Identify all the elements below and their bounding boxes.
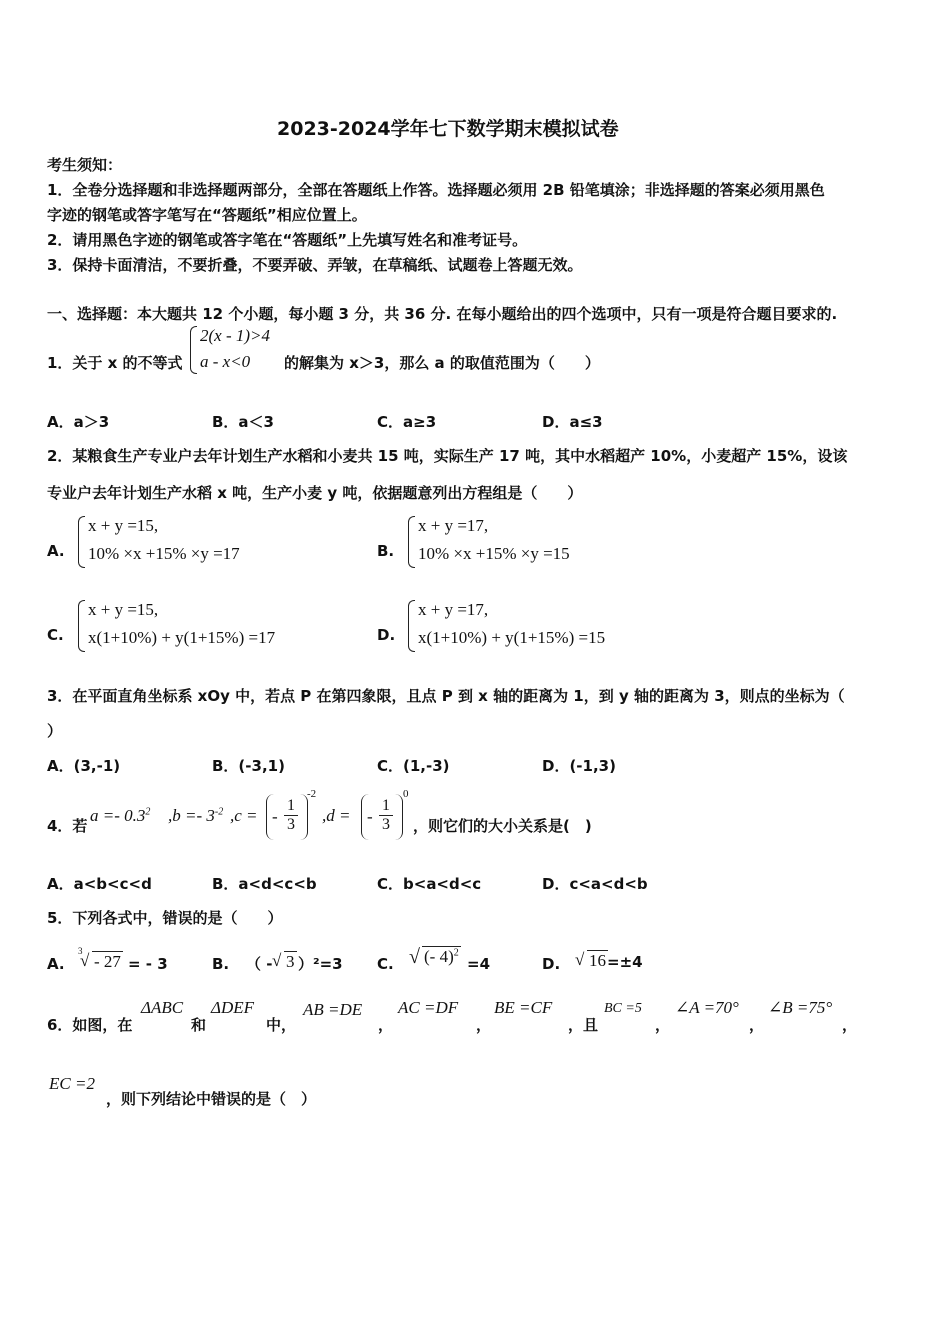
q3-option-d: D．(-1,3): [542, 757, 616, 775]
q5-stem: 5．下列各式中，错误的是（ ）: [47, 909, 283, 927]
notice-item-1: 1．全卷分选择题和非选择题两部分，全部在答题纸上作答。选择题必须用 2B 铅笔填涂；非选择题的答案必须用黑色: [47, 181, 825, 199]
notice-item-2: 2．请用黑色字迹的钢笔或答字笔在“答题纸”上先填写姓名和准考证号。: [47, 231, 528, 249]
q1-suffix: 的解集为 x＞3，那么 a 的取值范围为（ ）: [284, 354, 600, 372]
q4-option-c: C．b<a<d<c: [377, 875, 482, 893]
q4-frac-c-num: 1: [287, 797, 295, 814]
q5-c-radicand: (- 4)$^2$: [424, 947, 459, 966]
q4-expr-d: ,d =: [322, 806, 351, 825]
q5-b-result: ）²=3: [298, 955, 343, 973]
q6-comma-2: ，: [476, 1016, 492, 1034]
q4-frac-d-num: 1: [382, 797, 390, 814]
q2-b-line1: x + y =17,: [418, 516, 489, 535]
q1-system-line2: a - x<0: [200, 352, 251, 371]
q5-a-root-index: 3: [78, 946, 83, 956]
q1-system-line1: 2(x - 1)>4: [200, 326, 271, 345]
q5-c-radical-icon: √: [409, 946, 420, 968]
notice-item-1-cont: 字迹的钢笔或答字笔写在“答题纸”相应位置上。: [47, 206, 367, 224]
q4-suffix: ，则它们的大小关系是( ): [413, 817, 592, 835]
q4-option-d: D．c<a<d<b: [542, 875, 648, 893]
q5-d-radicand: 16: [589, 951, 606, 970]
q1-option-c: C．a≥3: [377, 413, 437, 431]
q6-mid: 中，: [266, 1016, 297, 1034]
q2-a-line1: x + y =15,: [88, 516, 159, 535]
q5-option-b-label: B.: [212, 955, 230, 973]
q6-and: 和: [191, 1016, 207, 1034]
q4-sup-d: 0: [403, 788, 409, 800]
q5-b-radicand: 3: [286, 952, 295, 971]
q6-suffix: ，则下列结论中错误的是（ ）: [106, 1090, 317, 1108]
q6-comma-4: ，: [749, 1016, 765, 1034]
q6-cond-ec: EC =2: [49, 1074, 95, 1093]
q4-option-a: A．a<b<c<d: [47, 875, 152, 893]
q3-option-b: B．(-3,1): [212, 757, 285, 775]
q5-d-result: =±4: [607, 953, 643, 971]
q6-cond-angle-a: ∠A =70°: [675, 998, 739, 1017]
q2-option-a-label: A.: [47, 542, 65, 560]
q2-b-line2: 10% ×x +15% ×y =15: [418, 544, 570, 563]
q1-prefix: 1．关于 x 的不等式: [47, 354, 183, 372]
notice-heading: 考生须知：: [47, 156, 123, 174]
q5-b-radical-icon: √: [272, 951, 282, 970]
q6-cond-bc: BC =5: [604, 1001, 642, 1016]
q5-a-radicand: - 27: [94, 952, 121, 971]
q6-cond-ac-df: AC =DF: [398, 998, 459, 1017]
q1-option-a: A．a＞3: [47, 413, 110, 431]
notice-item-3: 3．保持卡面清洁，不要折叠，不要弄破、弄皱，在草稿纸、试题卷上答题无效。: [47, 256, 583, 274]
q2-c-line2: x(1+10%) + y(1+15%) =17: [88, 628, 276, 647]
q6-cond-ab-de: AB =DE: [303, 1000, 363, 1019]
q2-stem-line2: 专业户去年计划生产水稻 x 吨，生产小麦 y 吨，依据题意列出方程组是（ ）: [47, 484, 583, 502]
q4-expr-b: $,b =- 3^{-2}$: [168, 806, 224, 825]
q1-option-d: D．a≤3: [542, 413, 603, 431]
q6-triangle-abc: ΔABC: [141, 998, 184, 1017]
q1-option-b: B．a＜3: [212, 413, 274, 431]
q4-frac-d: [379, 797, 393, 834]
q4-sup-c: -2: [307, 788, 317, 800]
q6-triangle-def: ΔDEF: [211, 998, 255, 1017]
q3-option-a: A．(3,-1): [47, 757, 121, 775]
q2-option-b-label: B.: [377, 542, 395, 560]
q3-stem-line2: ）: [47, 722, 63, 740]
q2-option-c-label: C.: [47, 626, 64, 644]
q5-b-open: （ -: [246, 955, 273, 973]
q2-d-line1: x + y =17,: [418, 600, 489, 619]
q5-option-d-label: D.: [542, 955, 561, 973]
q5-d-radical-icon: √: [575, 950, 585, 969]
q2-d-line2: x(1+10%) + y(1+15%) =15: [418, 628, 606, 647]
q2-a-line2: 10% ×x +15% ×y =17: [88, 544, 240, 563]
page-title: 2023-2024学年七下数学期末模拟试卷: [277, 118, 619, 140]
q5-option-a-label: A.: [47, 955, 65, 973]
q5-a-radical-icon: √: [80, 951, 90, 970]
q4-frac-c-den: 3: [284, 815, 298, 834]
q3-option-c: C．(1,-3): [377, 757, 450, 775]
q4-neg-d: -: [367, 807, 373, 826]
q6-prefix: 6．如图，在: [47, 1016, 133, 1034]
q4-frac-d-den: 3: [379, 815, 393, 834]
q2-option-d-label: D.: [377, 626, 396, 644]
q6-cond-be-cf: BE =CF: [494, 998, 553, 1017]
q3-stem-line1: 3．在平面直角坐标系 xOy 中，若点 P 在第四象限，且点 P 到 x 轴的距离为 1，到 y 轴的距离为 3，则点的坐标为（: [47, 687, 845, 705]
q4-frac-c: [284, 797, 298, 834]
q5-a-result: = - 3: [128, 955, 168, 973]
q5-option-c-label: C.: [377, 955, 394, 973]
q6-qie: ，且: [568, 1016, 599, 1034]
q6-comma-1: ，: [378, 1016, 394, 1034]
q2-stem-line1: 2．某粮食生产专业户去年计划生产水稻和小麦共 15 吨，实际生产 17 吨，其中水稻超产 10%，小麦超产 15%，设该: [47, 447, 848, 465]
q4-expr-c: ,c =: [230, 806, 258, 825]
section-heading: 一、选择题：本大题共 12 个小题，每小题 3 分，共 36 分. 在每小题给出的四个选项中，只有一项是符合题目要求的.: [47, 305, 838, 323]
q6-comma-3: ，: [655, 1016, 671, 1034]
q4-expr-a: $a =- 0.3^2$: [90, 806, 151, 825]
q6-comma-5: ，: [842, 1016, 858, 1034]
q2-c-line1: x + y =15,: [88, 600, 159, 619]
q4-prefix: 4．若: [47, 817, 88, 835]
q5-c-result: =4: [467, 955, 491, 973]
q4-option-b: B．a<d<c<b: [212, 875, 317, 893]
q6-cond-angle-b: ∠B =75°: [768, 998, 833, 1017]
q4-neg-c: -: [272, 807, 278, 826]
